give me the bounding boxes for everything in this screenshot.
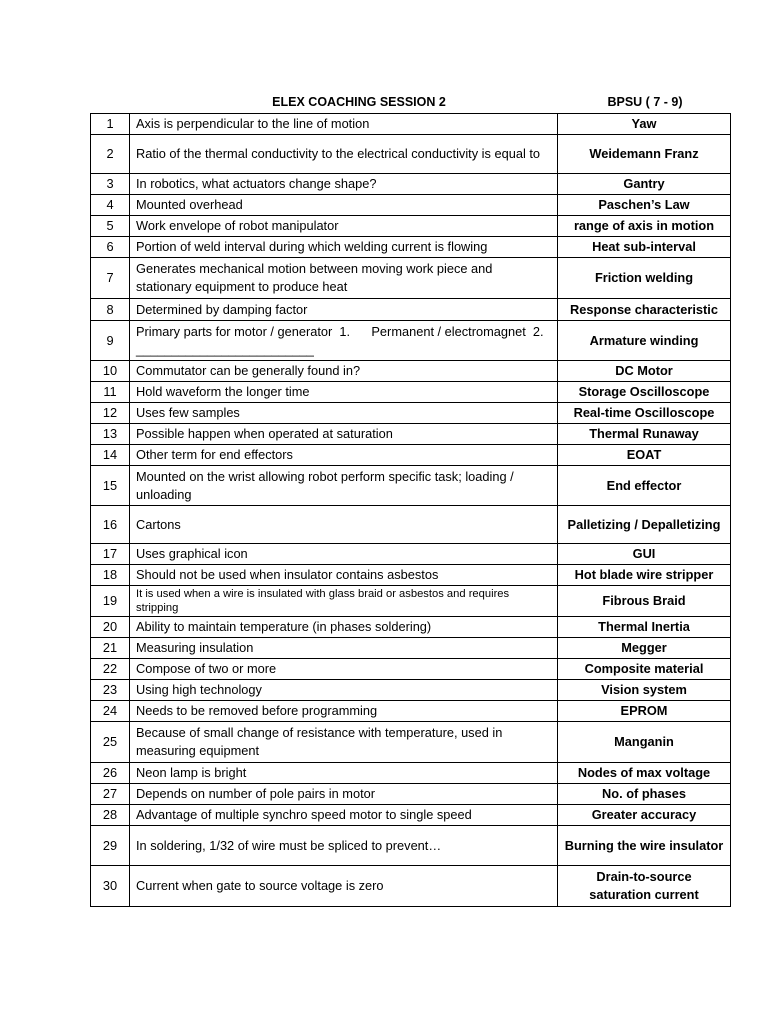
question-cell: Uses few samples: [130, 403, 558, 424]
answer-cell: Megger: [558, 638, 731, 659]
table-row: [91, 382, 731, 403]
qa-table: [90, 113, 731, 907]
table-row: [91, 403, 731, 424]
row-number: 4: [91, 195, 130, 216]
table-row: [91, 258, 731, 299]
answer-cell: Burning the wire insulator: [558, 826, 731, 866]
row-number: 22: [91, 659, 130, 680]
table-row: [91, 659, 731, 680]
answer-cell: Storage Oscilloscope: [558, 382, 731, 403]
row-number: 5: [91, 216, 130, 237]
answer-cell: Friction welding: [558, 258, 731, 299]
row-number: 28: [91, 805, 130, 826]
row-number: 23: [91, 680, 130, 701]
table-row: [91, 701, 731, 722]
row-number: 19: [91, 586, 130, 617]
answer-cell: Thermal Inertia: [558, 617, 731, 638]
question-cell: Current when gate to source voltage is zero: [130, 866, 558, 907]
row-number: 13: [91, 424, 130, 445]
question-cell: Determined by damping factor: [130, 299, 558, 321]
question-cell: Needs to be removed before programming: [130, 701, 558, 722]
question-cell: Mounted overhead: [130, 195, 558, 216]
answer-cell: Heat sub-interval: [558, 237, 731, 258]
question-cell: Axis is perpendicular to the line of motion: [130, 114, 558, 135]
question-cell: Advantage of multiple synchro speed motor to single speed: [130, 805, 558, 826]
question-cell: Work envelope of robot manipulator: [130, 216, 558, 237]
answer-cell: End effector: [558, 466, 731, 506]
answer-cell: Drain-to-source saturation current: [558, 866, 731, 907]
question-cell: Using high technology: [130, 680, 558, 701]
row-number: 7: [91, 258, 130, 299]
question-cell: Ratio of the thermal conductivity to the electrical conductivity is equal to: [130, 135, 558, 174]
question-cell: In robotics, what actuators change shape?: [130, 174, 558, 195]
answer-cell: Greater accuracy: [558, 805, 731, 826]
table-row: [91, 544, 731, 565]
table-row: [91, 680, 731, 701]
answer-cell: Yaw: [558, 114, 731, 135]
row-number: 18: [91, 565, 130, 586]
question-cell: Generates mechanical motion between moving work piece and stationary equipment to produce heat: [130, 258, 558, 299]
answer-cell: No. of phases: [558, 784, 731, 805]
question-cell: Because of small change of resistance with temperature, used in measuring equipment: [130, 722, 558, 763]
row-number: 3: [91, 174, 130, 195]
table-row: [91, 299, 731, 321]
answer-cell: Palletizing / Depalletizing: [558, 506, 731, 544]
row-number: 17: [91, 544, 130, 565]
table-row: [91, 826, 731, 866]
row-number: 11: [91, 382, 130, 403]
table-row: [91, 565, 731, 586]
answer-cell: DC Motor: [558, 361, 731, 382]
answer-cell: Vision system: [558, 680, 731, 701]
question-cell: Depends on number of pole pairs in motor: [130, 784, 558, 805]
table-row: [91, 763, 731, 784]
answer-cell: Real-time Oscilloscope: [558, 403, 731, 424]
row-number: 9: [91, 321, 130, 361]
question-cell: Possible happen when operated at saturation: [130, 424, 558, 445]
answer-cell: EPROM: [558, 701, 731, 722]
answer-cell: Composite material: [558, 659, 731, 680]
question-cell: In soldering, 1/32 of wire must be spliced to prevent…: [130, 826, 558, 866]
row-number: 12: [91, 403, 130, 424]
table-row: [91, 638, 731, 659]
row-number: 24: [91, 701, 130, 722]
table-row: [91, 784, 731, 805]
question-cell: Neon lamp is bright: [130, 763, 558, 784]
document-title: ELEX COACHING SESSION 2: [272, 95, 446, 109]
answer-cell: Gantry: [558, 174, 731, 195]
table-row: [91, 466, 731, 506]
question-cell: Hold waveform the longer time: [130, 382, 558, 403]
answer-cell: Fibrous Braid: [558, 586, 731, 617]
table-row: [91, 805, 731, 826]
question-cell: Commutator can be generally found in?: [130, 361, 558, 382]
answer-cell: Paschen’s Law: [558, 195, 731, 216]
answer-cell: Manganin: [558, 722, 731, 763]
answer-cell: Hot blade wire stripper: [558, 565, 731, 586]
row-number: 20: [91, 617, 130, 638]
table-row: [91, 174, 731, 195]
question-cell: Uses graphical icon: [130, 544, 558, 565]
question-cell: Ability to maintain temperature (in phases soldering): [130, 617, 558, 638]
table-row: [91, 424, 731, 445]
table-row: [91, 195, 731, 216]
table-row: [91, 321, 731, 361]
row-number: 16: [91, 506, 130, 544]
answer-cell: Response characteristic: [558, 299, 731, 321]
answer-cell: GUI: [558, 544, 731, 565]
row-number: 14: [91, 445, 130, 466]
question-cell: Mounted on the wrist allowing robot perform specific task; loading / unloading: [130, 466, 558, 506]
answer-cell: Thermal Runaway: [558, 424, 731, 445]
row-number: 21: [91, 638, 130, 659]
answer-cell: range of axis in motion: [558, 216, 731, 237]
question-cell: Should not be used when insulator contains asbestos: [130, 565, 558, 586]
table-row: [91, 866, 731, 907]
row-number: 27: [91, 784, 130, 805]
row-number: 6: [91, 237, 130, 258]
table-row: [91, 216, 731, 237]
table-row: [91, 445, 731, 466]
question-cell: Cartons: [130, 506, 558, 544]
question-cell: Measuring insulation: [130, 638, 558, 659]
table-row: [91, 135, 731, 174]
row-number: 30: [91, 866, 130, 907]
question-cell: It is used when a wire is insulated with glass braid or asbestos and requires stripping: [130, 586, 558, 617]
row-number: 15: [91, 466, 130, 506]
page-header: [90, 95, 730, 113]
table-row: [91, 722, 731, 763]
question-cell: Compose of two or more: [130, 659, 558, 680]
table-row: [91, 586, 731, 617]
row-number: 29: [91, 826, 130, 866]
answer-cell: EOAT: [558, 445, 731, 466]
table-row: [91, 114, 731, 135]
table-row: [91, 506, 731, 544]
session-code: BPSU ( 7 - 9): [607, 95, 683, 109]
question-cell: Portion of weld interval during which welding current is flowing: [130, 237, 558, 258]
table-row: [91, 237, 731, 258]
row-number: 1: [91, 114, 130, 135]
question-cell: Primary parts for motor / generator 1. Permanent / electromagnet 2. _________________________: [130, 321, 558, 361]
table-row: [91, 361, 731, 382]
row-number: 2: [91, 135, 130, 174]
answer-cell: Armature winding: [558, 321, 731, 361]
row-number: 25: [91, 722, 130, 763]
answer-cell: Nodes of max voltage: [558, 763, 731, 784]
question-cell: Other term for end effectors: [130, 445, 558, 466]
row-number: 8: [91, 299, 130, 321]
row-number: 10: [91, 361, 130, 382]
row-number: 26: [91, 763, 130, 784]
answer-cell: Weidemann Franz: [558, 135, 731, 174]
table-row: [91, 617, 731, 638]
